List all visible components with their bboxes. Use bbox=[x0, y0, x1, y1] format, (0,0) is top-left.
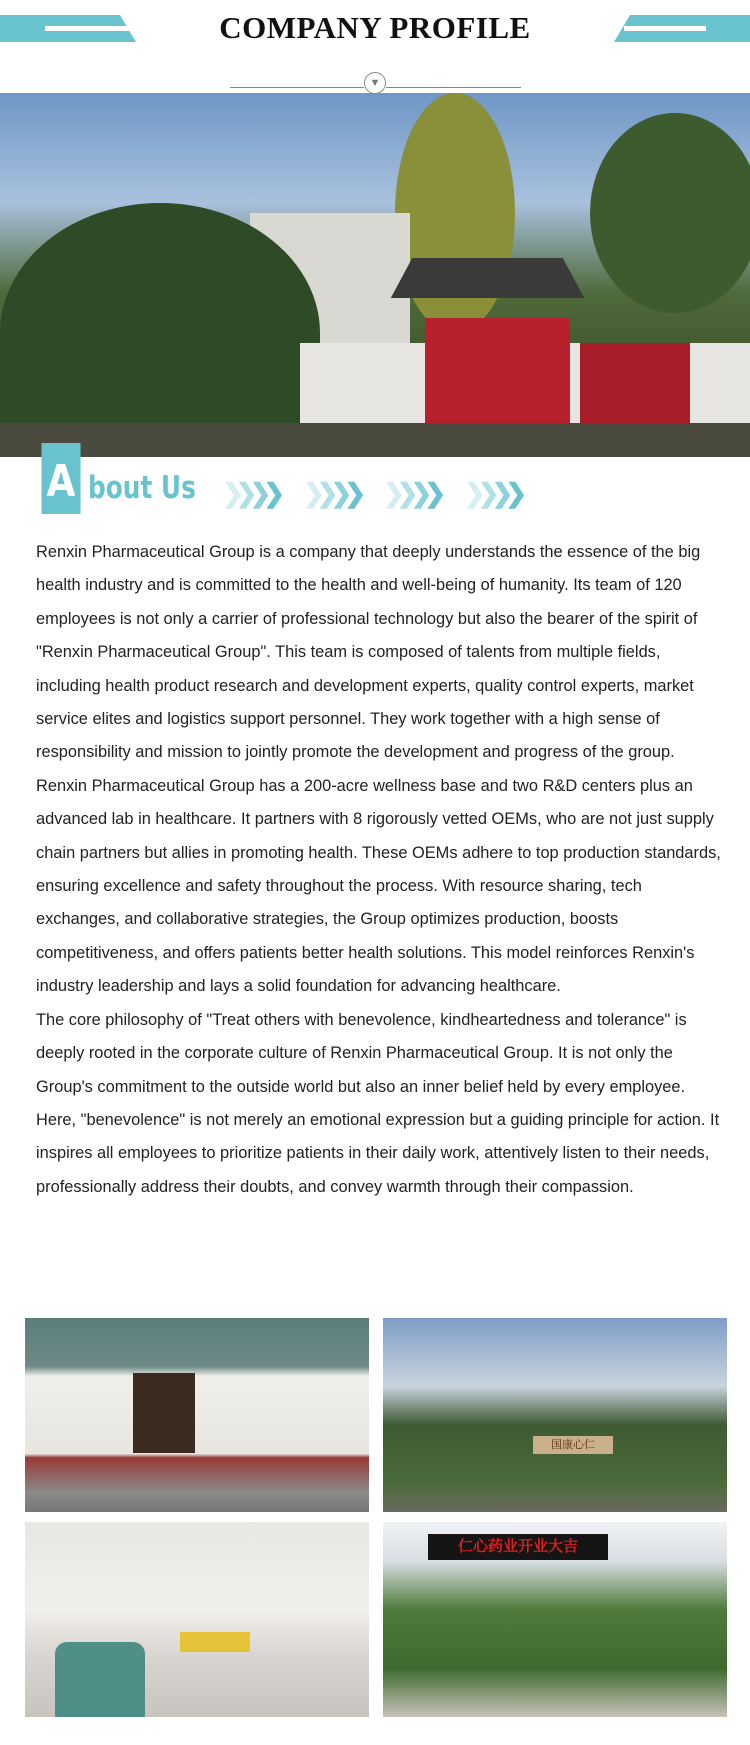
photo-courtyard-building bbox=[25, 1318, 369, 1512]
about-heading-initial: A bbox=[41, 443, 80, 514]
about-paragraph: Renxin Pharmaceutical Group has a 200-acre wellness base and two R&D centers plus an advanced lab in healthcare. It partners with 8 rigorously vetted OEMs, who are not just supply chain partners but allies in promoting health. These OEMs adhere to top production standards, ensuring excellence and safety throughout the process. With resource sharing, tech exchanges, and collaborative strategies, the Group optimizes production, boosts competitiveness, and offers patients better health solutions. This model reinforces Renxin's industry leadership and lays a solid foundation for advancing healthcare. bbox=[36, 776, 721, 996]
photo-office-room bbox=[25, 1522, 369, 1717]
about-paragraph: The core philosophy of "Treat others with benevolence, kindheartedness and tolerance" is deeply rooted in the corporate culture of Renxin Pharmaceutical Group. It is not only the Group's commitment to the outside world but also an inner belief held by every employee. Here, "benevolence" is not merely an emotional expression but a guiding principle for action. It inspires all employees to prioritize patients in their daily work, attentively listen to their needs, professionally address their doubts, and convey warmth through their compassion. bbox=[36, 1010, 720, 1196]
about-body bbox=[36, 536, 726, 1204]
divider-line bbox=[230, 87, 364, 88]
chevron-right-icon: ❯❯❯❯ bbox=[303, 478, 359, 508]
chevron-right-icon: ❯❯❯❯ bbox=[383, 478, 439, 508]
chevron-right-icon: ❯❯❯❯ bbox=[464, 478, 520, 508]
about-paragraph: Renxin Pharmaceutical Group is a company that deeply understands the essence of the big health industry and is committed to the health and well-being of humanity. Its team of 120 employees is not only a carrier of professional technology but also the bearer of the spirit of "Renxin Pharmaceutical Group". This team is composed of talents from multiple fields, including health product research and development experts, quality control experts, market service elites and logistics support personnel. They work together with a high sense of responsibility and mission to jointly promote the development and progress of the group. bbox=[36, 543, 701, 762]
plaque-text: 国康心仁 bbox=[533, 1436, 613, 1454]
hero-photo-gate bbox=[0, 93, 750, 457]
page-title: COMPANY PROFILE bbox=[219, 10, 531, 45]
divider-line bbox=[386, 87, 521, 88]
photo-lobby-plants bbox=[383, 1522, 727, 1717]
led-sign-text: 仁心药业开业大吉 bbox=[428, 1534, 608, 1560]
photo-garden-rock bbox=[383, 1318, 727, 1512]
chevron-right-icon: ❯❯❯❯ bbox=[222, 478, 278, 508]
triangle-down-icon: ▼ bbox=[364, 72, 386, 94]
about-heading: bout Us bbox=[88, 470, 196, 506]
